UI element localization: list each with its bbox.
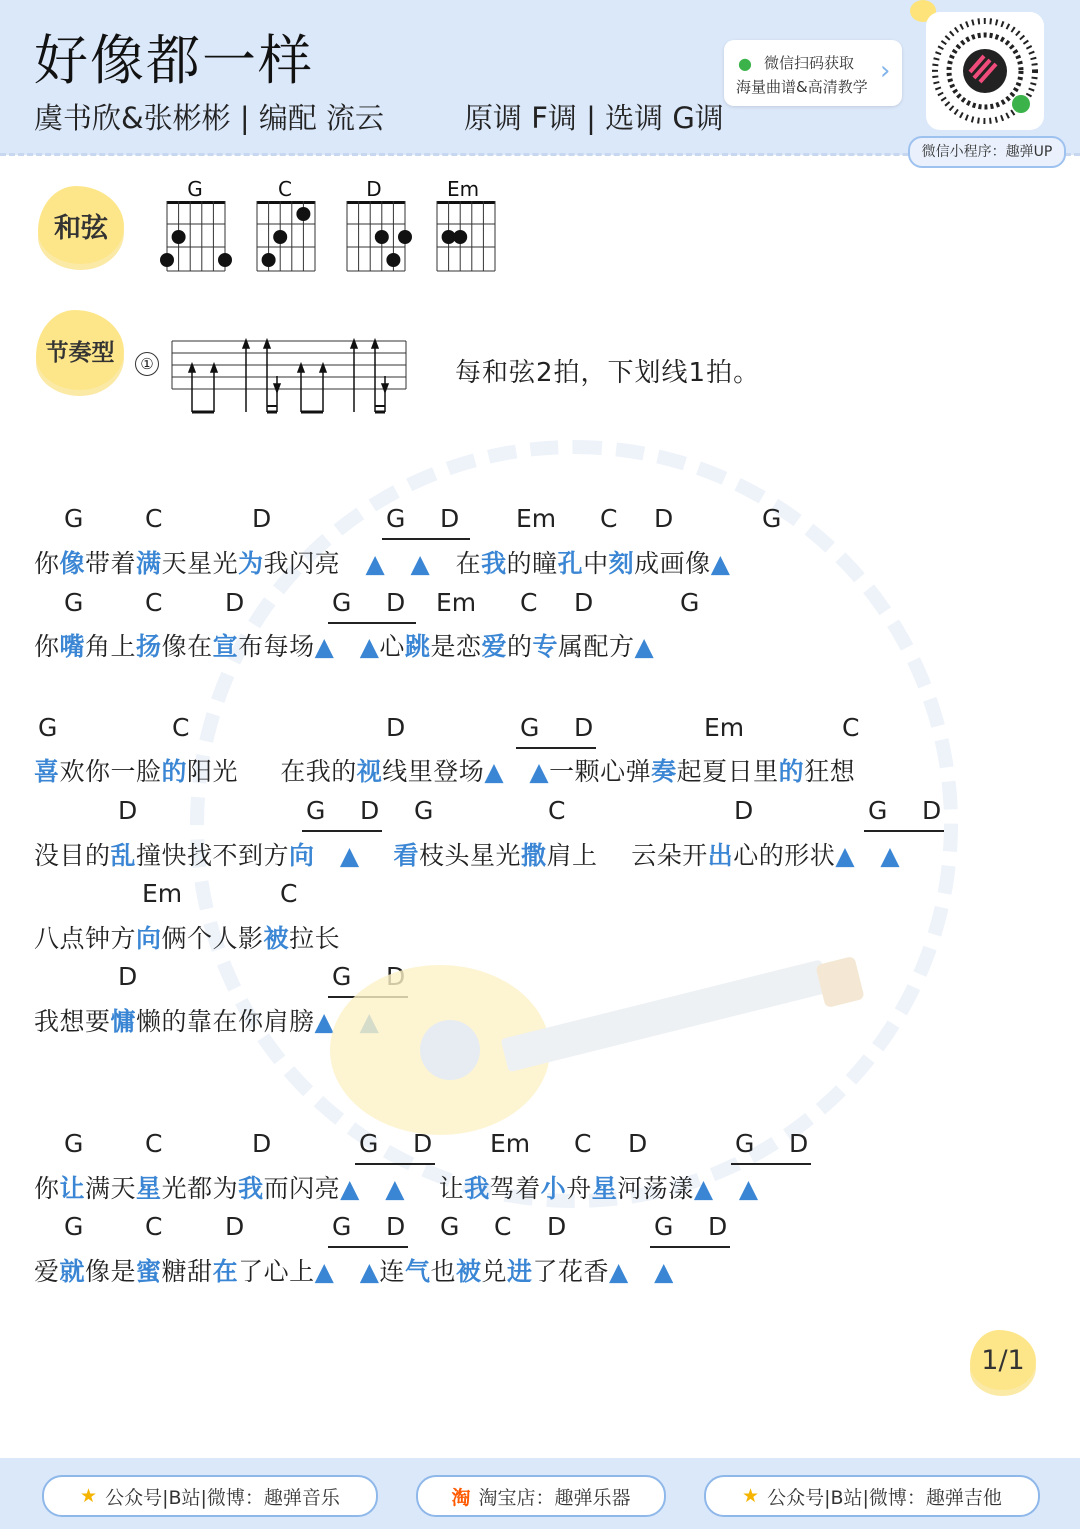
chord-line-2 (0, 588, 1080, 620)
chord-label: G (332, 1212, 352, 1241)
chord-diagram-c (257, 201, 315, 271)
taobao-icon: 淘 (451, 1486, 471, 1509)
chord-label: D (386, 1212, 406, 1241)
footer-pill-label: 公众号|B站|微博：趣弹吉他 (767, 1486, 1002, 1509)
chord-diagram-em (437, 201, 495, 271)
chord-label: G (64, 1129, 84, 1158)
chord-diagram-g (160, 201, 232, 271)
star-icon: ★ (742, 1485, 760, 1507)
chord-label: G (38, 713, 58, 742)
rhythm-index: ① (135, 352, 159, 376)
chord-underline (328, 1246, 408, 1248)
chord-label: C (145, 504, 163, 533)
chord-label: G (64, 504, 84, 533)
chord-name-d: D (366, 177, 382, 201)
chord-label: C (548, 796, 566, 825)
chord-underline (731, 1163, 811, 1165)
lyric-line-7: 你让满天星光都为我而闪亮▲ ▲ 让我驾着小舟星河荡漾▲ ▲ (34, 1174, 759, 1203)
rhythm-pattern-staff (170, 336, 410, 420)
promo-line-2: 海量曲谱&高清教学 (736, 78, 868, 96)
lyric-line-2: 你嘴角上扬像在宣布每场▲ ▲心跳是恋爱的专属配方▲ (34, 632, 655, 661)
chord-label: Em (516, 504, 557, 533)
chord-label: G (680, 588, 700, 617)
chord-label: D (789, 1129, 809, 1158)
chord-line-3 (0, 713, 1080, 745)
chord-label: D (118, 962, 138, 991)
promo-line-1: 微信扫码获取 (764, 54, 855, 72)
chord-label: G (359, 1129, 379, 1158)
song-title: 好像都一样 (34, 29, 314, 92)
chord-line-4 (0, 796, 1080, 828)
chord-underline (650, 1246, 730, 1248)
star-icon: ★ (80, 1485, 98, 1507)
chords-label: 和弦 (54, 212, 108, 244)
chord-name-g: G (187, 177, 203, 201)
chord-label: D (574, 713, 594, 742)
chord-diagram-d (347, 201, 412, 271)
chord-label: G (654, 1212, 674, 1241)
chord-label: D (118, 796, 138, 825)
lyric-line-8: 爱就像是蜜糖甜在了心上▲ ▲连气也被兑进了花香▲ ▲ (34, 1257, 674, 1286)
chords-badge (38, 186, 124, 264)
chord-label: G (386, 504, 406, 533)
chord-label: D (252, 1129, 272, 1158)
chord-label: D (386, 713, 406, 742)
footer-pill-label: 公众号|B站|微博：趣弹音乐 (105, 1486, 340, 1509)
footer-pill-shop[interactable] (416, 1475, 666, 1517)
chord-label: C (842, 713, 860, 742)
chord-label: Em (490, 1129, 531, 1158)
chord-label: D (225, 1212, 245, 1241)
chord-line-5 (0, 879, 1080, 911)
lyric-line-1: 你像带着满天星光为我闪亮 ▲ ▲ 在我的瞳孔中刻成画像▲ (34, 549, 731, 578)
chord-label: C (172, 713, 190, 742)
chord-label: G (520, 713, 540, 742)
chord-label: D (386, 588, 406, 617)
chord-label: D (628, 1129, 648, 1158)
artist-line: 虞书欣&张彬彬 | 编配 流云 (34, 101, 385, 135)
chord-underline (302, 830, 382, 832)
guitar-watermark-icon (300, 940, 880, 1160)
chord-label: D (360, 796, 380, 825)
chord-underline (516, 747, 596, 749)
chord-label: G (868, 796, 888, 825)
footer-pill-music[interactable] (42, 1475, 378, 1517)
key-line: 原调 F调 | 选调 G调 (464, 101, 724, 135)
rhythm-note: 每和弦2拍，下划线1拍。 (455, 358, 761, 388)
chord-label: G (762, 504, 782, 533)
qr-code[interactable] (926, 12, 1044, 130)
chord-label: D (547, 1212, 567, 1241)
chord-label: Em (142, 879, 183, 908)
chord-label: C (280, 879, 298, 908)
footer-pill-guitar[interactable] (704, 1475, 1040, 1517)
chord-label: G (414, 796, 434, 825)
page-number: 1/1 (981, 1344, 1025, 1376)
chord-label: C (145, 588, 163, 617)
chord-label: D (654, 504, 674, 533)
chevron-right-icon: › (880, 56, 891, 86)
chord-line-8 (0, 1212, 1080, 1244)
wechat-icon: ● (738, 54, 752, 73)
chord-label: D (922, 796, 942, 825)
chord-label: D (225, 588, 245, 617)
chord-label: G (332, 962, 352, 991)
rhythm-badge (36, 310, 124, 390)
page-number-badge (970, 1330, 1036, 1390)
chord-label: C (574, 1129, 592, 1158)
qr-code-icon (926, 12, 1044, 130)
chord-underline (864, 830, 944, 832)
lyric-line-3: 喜欢你一脸的阳光 在我的视线里登场▲ ▲一颗心弹奏起夏日里的狂想 (34, 757, 856, 786)
chord-underline (328, 622, 416, 624)
chord-label: G (64, 588, 84, 617)
chord-label: Em (704, 713, 745, 742)
chord-label: D (440, 504, 460, 533)
chord-label: G (64, 1212, 84, 1241)
chord-label: D (413, 1129, 433, 1158)
footer-pill-label: 淘宝店：趣弹乐器 (478, 1486, 631, 1509)
chord-label: D (708, 1212, 728, 1241)
rhythm-label: 节奏型 (45, 339, 115, 366)
chord-label: C (145, 1212, 163, 1241)
promo-box[interactable] (724, 40, 902, 106)
chord-label: C (494, 1212, 512, 1241)
mini-program-label: 微信小程序：趣弹UP (908, 136, 1066, 168)
chord-label: D (574, 588, 594, 617)
chord-label: G (306, 796, 326, 825)
chord-name-em: Em (446, 177, 480, 201)
chord-label: G (332, 588, 352, 617)
chord-label: G (735, 1129, 755, 1158)
lyric-line-6: 我想要慵懒的靠在你肩膀▲ (34, 1007, 335, 1036)
chord-underline (382, 538, 470, 540)
chord-name-c: C (278, 177, 292, 201)
chord-label: C (520, 588, 538, 617)
lyric-line-5: 八点钟方向俩个人影被拉长 (34, 924, 341, 953)
chord-underline (355, 1163, 435, 1165)
chord-label: D (252, 504, 272, 533)
chord-line-1 (0, 504, 1080, 536)
chord-label: G (440, 1212, 460, 1241)
chord-label: C (600, 504, 618, 533)
chord-label: C (145, 1129, 163, 1158)
chord-line-7 (0, 1129, 1080, 1161)
chord-label: Em (436, 588, 477, 617)
chord-label: D (734, 796, 754, 825)
chord-diagrams (155, 195, 515, 277)
lyric-line-4: 没目的乱撞快找不到方向 ▲ 看枝头星光撒肩上 云朵开出心的形状▲ ▲ (34, 841, 901, 870)
